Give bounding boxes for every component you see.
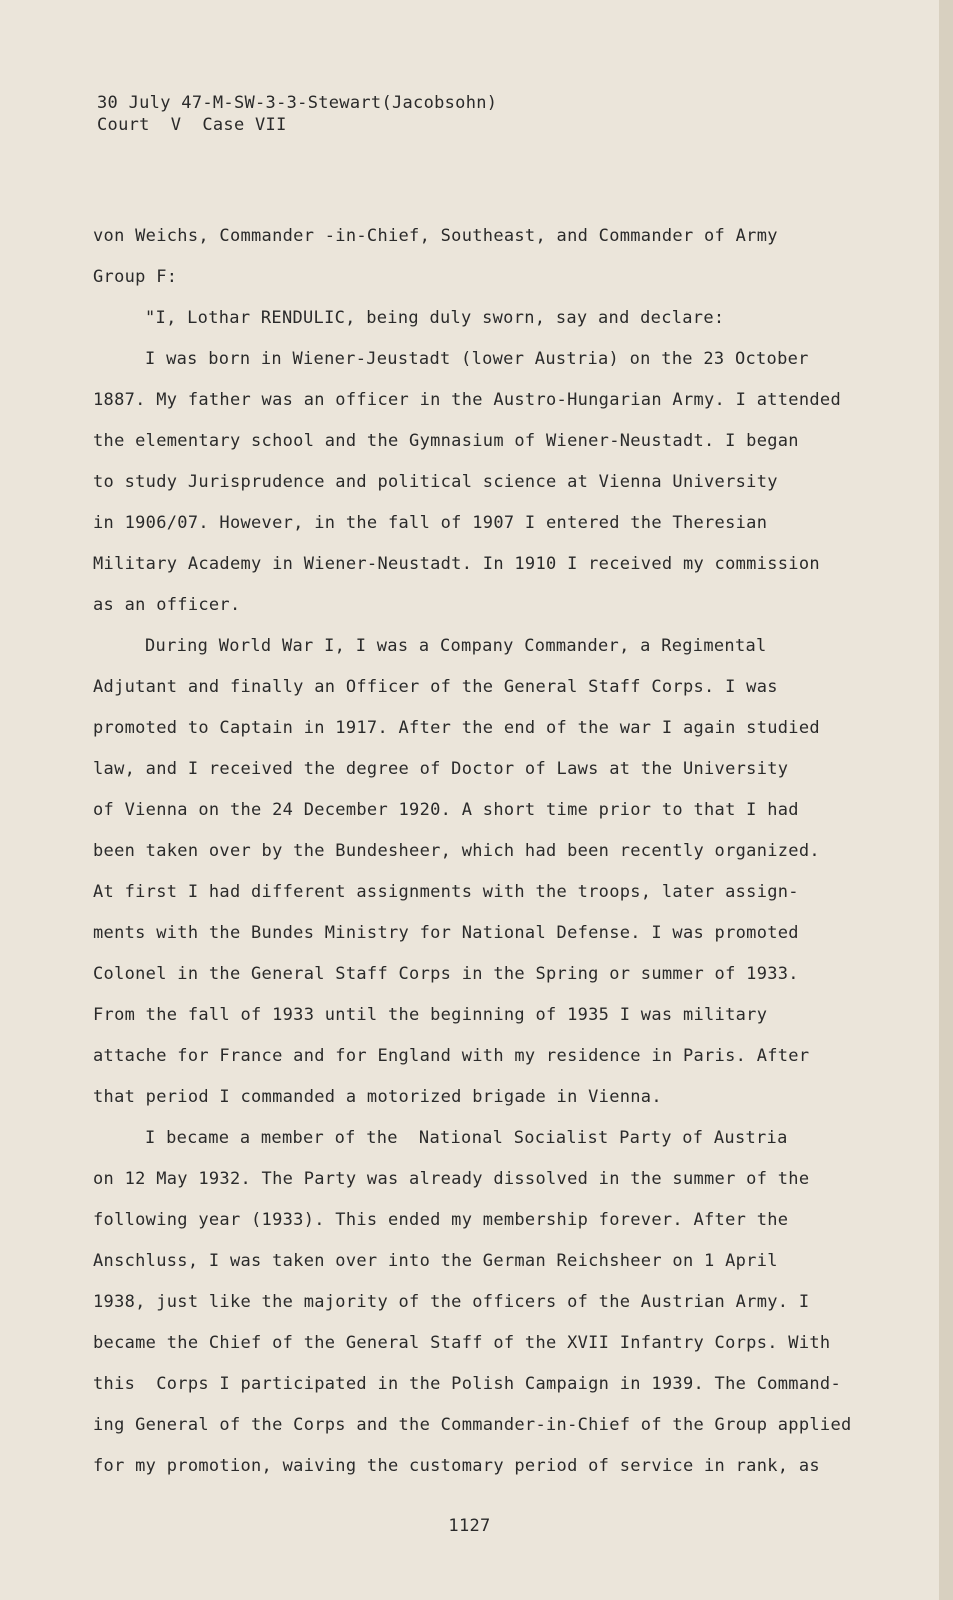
header-court-line: Court V Case VII xyxy=(97,115,287,135)
text-line: 1887. My father was an officer in the Austro-Hungarian Army. I attended xyxy=(93,390,841,410)
text-line: At first I had different assignments with the troops, later assign- xyxy=(93,882,799,902)
text-line: Group F: xyxy=(93,267,178,287)
text-line: law, and I received the degree of Doctor of Laws at the University xyxy=(93,759,789,779)
affidavit-text xyxy=(93,216,852,1487)
text-line: von Weichs, Commander -in-Chief, Southeast, and Commander of Army xyxy=(93,226,778,246)
text-line: became the Chief of the General Staff of the XVII Infantry Corps. With xyxy=(93,1333,831,1353)
text-line: of Vienna on the 24 December 1920. A short time prior to that I had xyxy=(93,800,799,820)
document-header xyxy=(97,92,497,136)
text-line: "I, Lothar RENDULIC, being duly sworn, say and declare: xyxy=(145,308,725,328)
header-reference-line: 30 July 47-M-SW-3-3-Stewart(Jacobsohn) xyxy=(97,93,498,113)
text-line: as an officer. xyxy=(93,595,241,615)
text-line: in 1906/07. However, in the fall of 1907 I entered the Theresian xyxy=(93,513,768,533)
text-line: that period I commanded a motorized brigade in Vienna. xyxy=(93,1087,662,1107)
text-line: attache for France and for England with my residence in Paris. After xyxy=(93,1046,810,1066)
text-line: Colonel in the General Staff Corps in the Spring or summer of 1933. xyxy=(93,964,799,984)
text-line: for my promotion, waiving the customary period of service in rank, as xyxy=(93,1456,820,1476)
text-line: ments with the Bundes Ministry for National Defense. I was promoted xyxy=(93,923,799,943)
text-line: the elementary school and the Gymnasium of Wiener-Neustadt. I began xyxy=(93,431,799,451)
text-line: this Corps I participated in the Polish Campaign in 1939. The Command- xyxy=(93,1374,841,1394)
text-line: ing General of the Corps and the Commander-in-Chief of the Group applied xyxy=(93,1415,852,1435)
text-line: promoted to Captain in 1917. After the end of the war I again studied xyxy=(93,718,820,738)
text-line: Military Academy in Wiener-Neustadt. In 1910 I received my commission xyxy=(93,554,820,574)
text-line: From the fall of 1933 until the beginning of 1935 I was military xyxy=(93,1005,768,1025)
text-line: 1938, just like the majority of the officers of the Austrian Army. I xyxy=(93,1292,810,1312)
text-line: During World War I, I was a Company Commander, a Regimental xyxy=(145,636,767,656)
text-line: been taken over by the Bundesheer, which had been recently organized. xyxy=(93,841,820,861)
text-line: to study Jurisprudence and political science at Vienna University xyxy=(93,472,778,492)
text-line: I was born in Wiener-Jeustadt (lower Austria) on the 23 October xyxy=(145,349,809,369)
text-line: Adjutant and finally an Officer of the General Staff Corps. I was xyxy=(93,677,778,697)
text-line: following year (1933). This ended my membership forever. After the xyxy=(93,1210,789,1230)
page-number: 1127 xyxy=(448,1516,491,1536)
text-line: Anschluss, I was taken over into the German Reichsheer on 1 April xyxy=(93,1251,778,1271)
text-line: on 12 May 1932. The Party was already dissolved in the summer of the xyxy=(93,1169,810,1189)
text-line: I became a member of the National Socialist Party of Austria xyxy=(145,1128,788,1148)
